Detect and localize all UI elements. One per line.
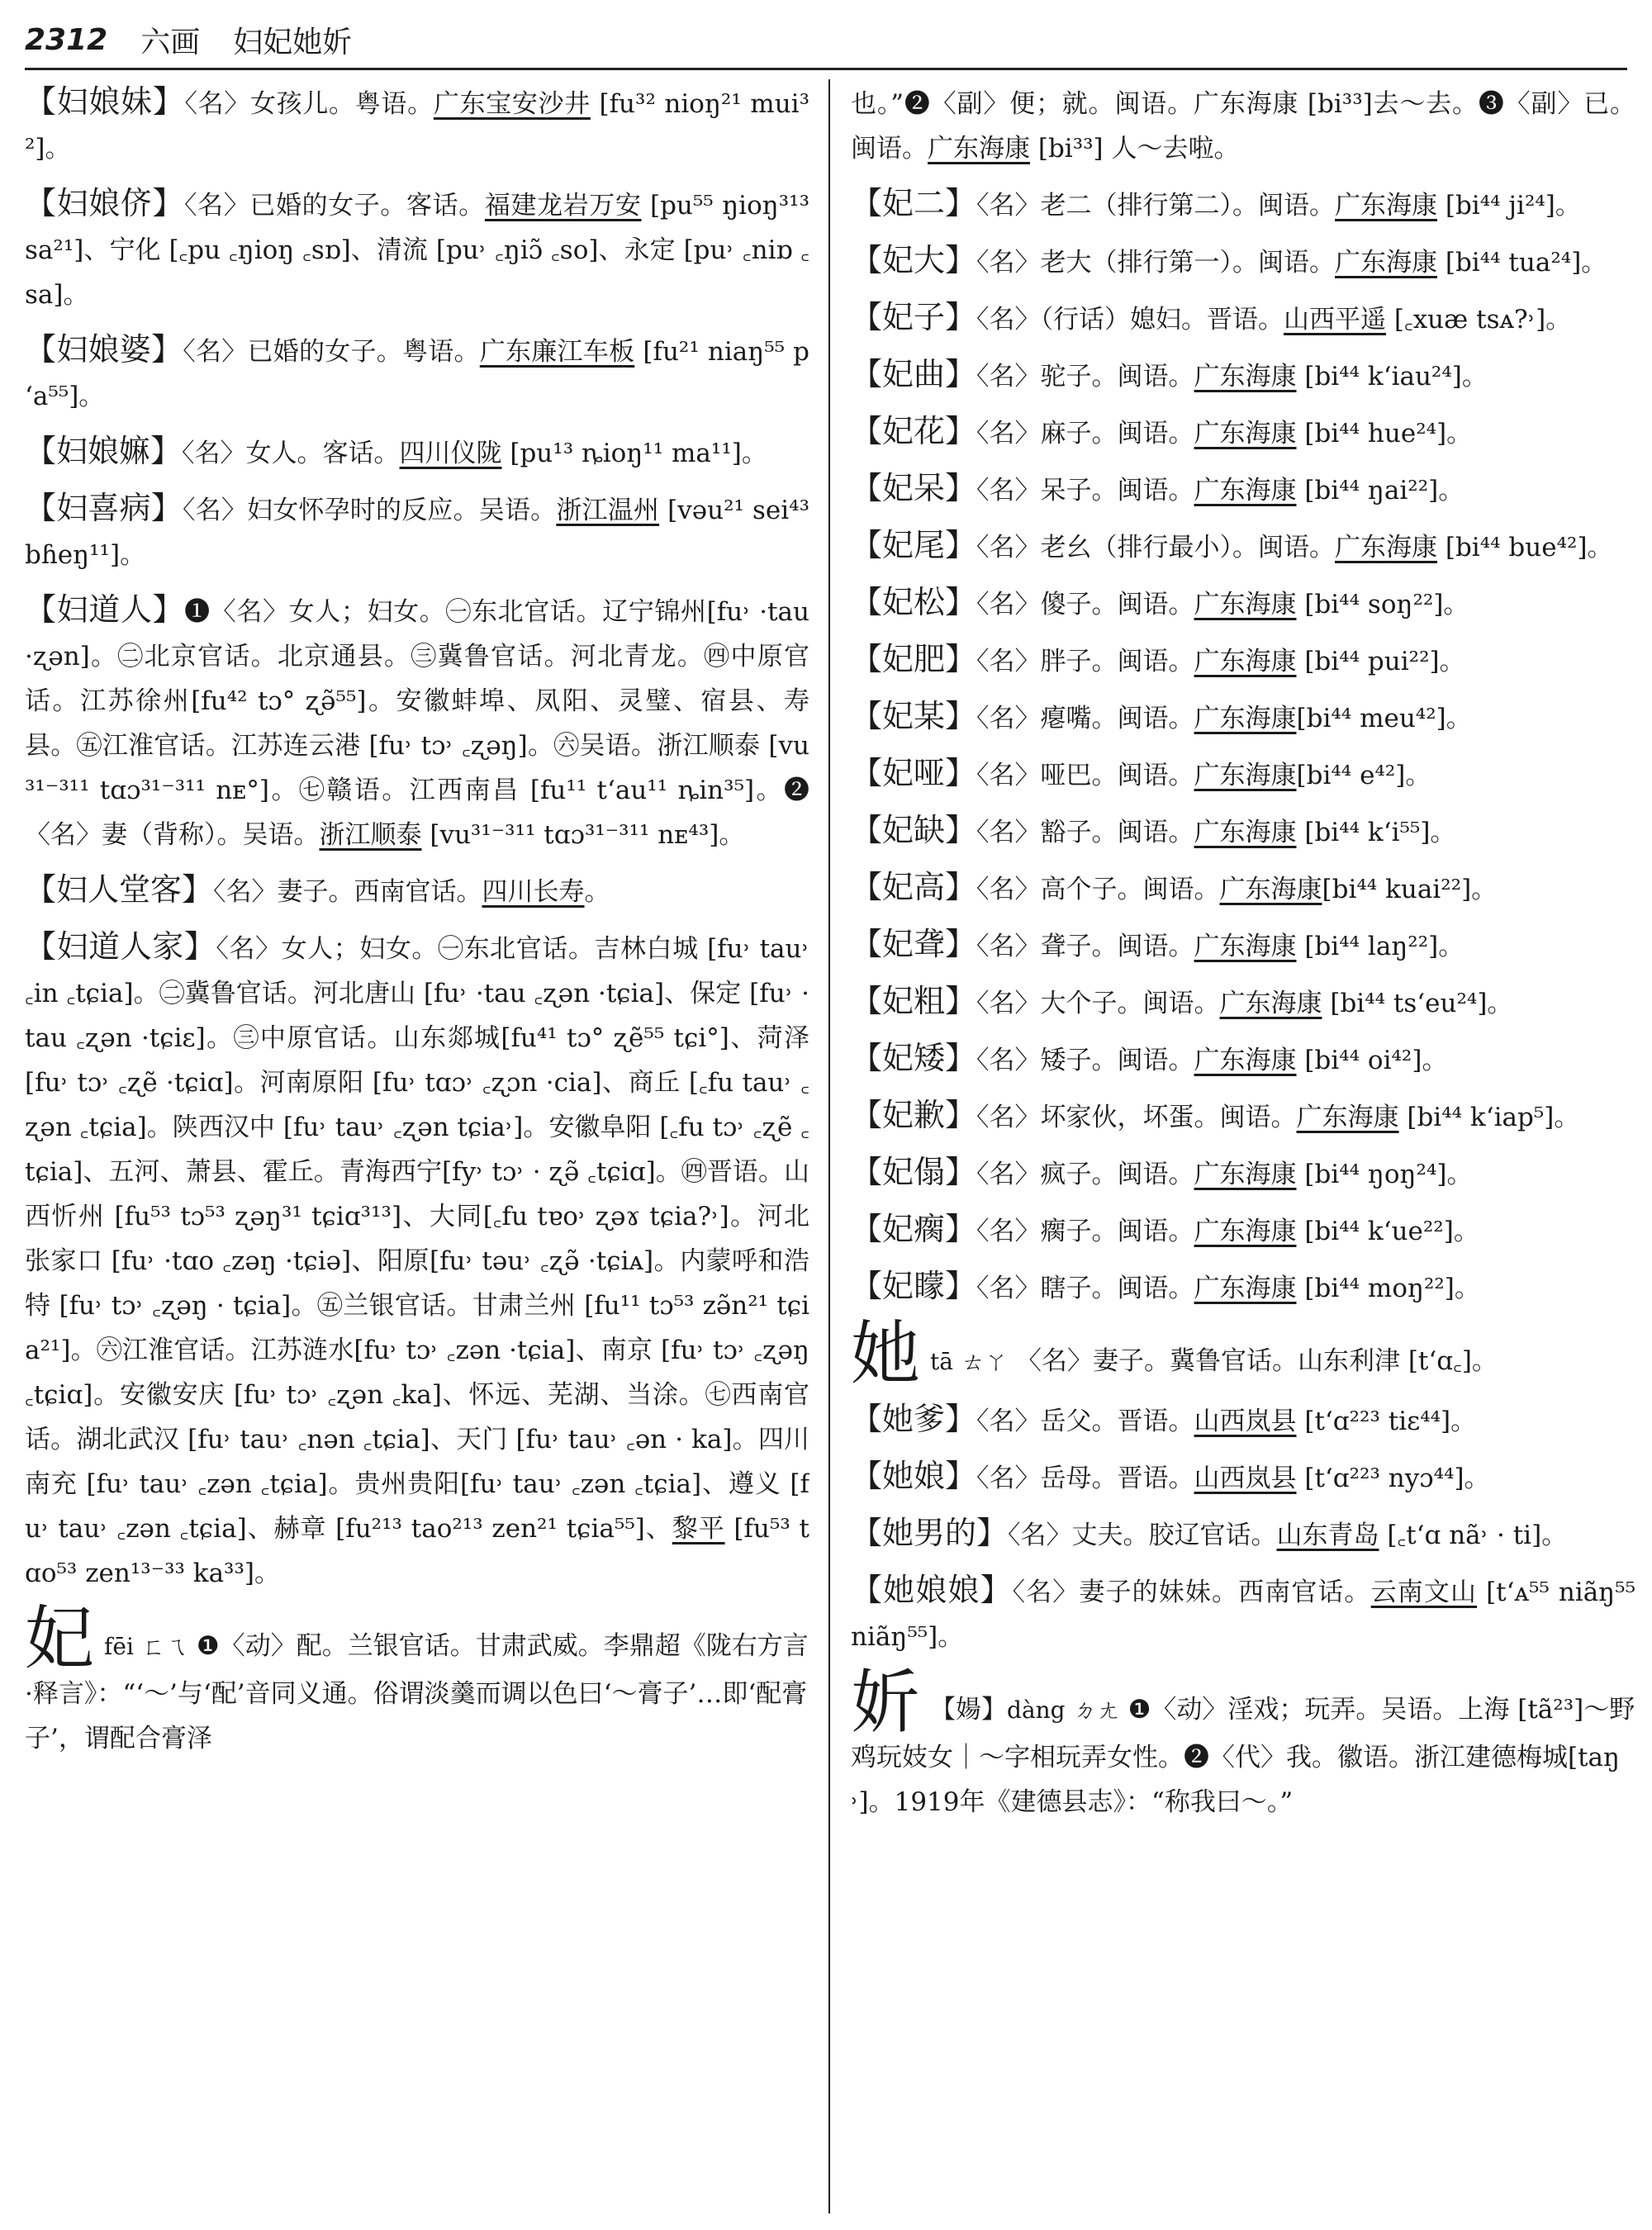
pronunciation: [bi⁴⁴ oi⁴²]。 xyxy=(1296,1046,1448,1075)
pinyin: tā xyxy=(930,1348,953,1375)
dictionary-entry xyxy=(851,1568,1635,1659)
place-name: 广东海康 xyxy=(1194,1160,1297,1189)
dictionary-entry xyxy=(851,1397,1635,1444)
head-character: 妃 xyxy=(25,1598,95,1679)
headword: 【妃缺】 xyxy=(851,812,977,848)
headword: 【她爹】 xyxy=(851,1401,977,1437)
dictionary-entry xyxy=(851,1511,1635,1558)
dictionary-entry xyxy=(851,1207,1635,1254)
definition: 〈名〉岳母。晋语。 xyxy=(976,1464,1194,1493)
definition: 〈名〉妇女怀孕时的反应。吴语。 xyxy=(182,496,557,525)
zhuyin: ㄈㄟ xyxy=(141,1633,188,1660)
place-name: 山东利津 xyxy=(1297,1346,1400,1376)
place-name: 广东海康 xyxy=(1194,590,1297,619)
dictionary-entry xyxy=(851,466,1635,513)
pronunciation: 。 xyxy=(584,877,610,907)
head-character: 妡 xyxy=(851,1662,921,1743)
definition: 〈名〉已婚的女子。粤语。 xyxy=(183,337,480,367)
headword: 【妇道人】 xyxy=(25,591,185,628)
dictionary-entry xyxy=(25,924,809,1596)
pronunciation: [pu⁵⁵ ŋioŋ³¹³ sa²¹]、宁化 [꜀pu ꜀ŋioŋ ꜀sɒ]、清流 [pu˒ ꜀ŋiɔ̃ ꜀so]、永定 [pu˒ ꜀niɒ ꜀sa]。 xyxy=(25,191,809,310)
definition: 〈名〉疯子。闽语。 xyxy=(976,1160,1194,1189)
headword: 【妃松】 xyxy=(851,584,977,620)
definition: ❶〈动〉配。兰银官话。甘肃武威。李鼎超《陇右方言·释言》：“‘～’与‘配’音同义通。俗谓淡羹而调以色曰‘～膏子’…即‘配膏子’，谓配合膏泽 xyxy=(25,1631,809,1753)
place-name: 山东青岛 xyxy=(1276,1521,1379,1550)
place-name: 浙江顺泰 xyxy=(319,820,422,850)
dictionary-entry xyxy=(25,429,809,476)
definition: 〈名〉妻子的妹妹。西南官话。 xyxy=(1012,1578,1371,1607)
page-characters: 妇妃她妡 xyxy=(233,25,353,59)
definition: 〈名〉丈夫。胶辽官话。 xyxy=(1008,1521,1277,1550)
place-name: 广东海康 xyxy=(1194,362,1297,391)
headword: 【妃肥】 xyxy=(851,641,977,677)
character-entry-dang xyxy=(851,1662,1635,1824)
headword: 【妃子】 xyxy=(851,299,977,335)
definition: 〈名〉麻子。闽语。 xyxy=(976,419,1194,448)
definition: 〈名〉驼子。闽语。 xyxy=(976,362,1194,391)
headword: 【妃曲】 xyxy=(851,356,977,392)
place-name: 广东海康 xyxy=(1194,761,1297,790)
character-entry-ta xyxy=(851,1313,1635,1394)
definition: 〈名〉胖子。闽语。 xyxy=(976,647,1194,676)
definition: 〈名〉已婚的女子。客话。 xyxy=(184,191,485,221)
definition: 〈名〉岳父。晋语。 xyxy=(976,1407,1194,1436)
place-name: 广东海康 xyxy=(1335,248,1438,278)
pronunciation: [pu¹³ ȵioŋ¹¹ ma¹¹]。 xyxy=(501,439,767,468)
headword: 【妃聋】 xyxy=(851,926,977,962)
definition: 〈名〉瞎子。闽语。 xyxy=(976,1274,1194,1303)
pronunciation: [bi⁴⁴ bue⁴²]。 xyxy=(1437,533,1613,562)
place-name: 浙江建德梅城 xyxy=(1414,1743,1568,1772)
headword: 【妃歉】 xyxy=(851,1097,977,1133)
headword: 【妃花】 xyxy=(851,413,977,449)
headword: 【妇娘嫲】 xyxy=(25,433,183,469)
headword: 【妃瘸】 xyxy=(851,1211,977,1247)
alt-character: 【婸】 xyxy=(930,1695,1008,1725)
headword: 【妃矮】 xyxy=(851,1040,977,1076)
zhuyin: ㄉㄤ xyxy=(1073,1696,1120,1724)
place-name: 广东海康 xyxy=(1194,419,1297,448)
pronunciation: [bi⁴⁴ kʻi⁵⁵]。 xyxy=(1296,818,1456,847)
place-name: 浙江温州 xyxy=(556,496,660,525)
headword: 【妇娘侪】 xyxy=(25,185,185,221)
headword: 【妃二】 xyxy=(851,185,977,221)
dictionary-entry xyxy=(851,694,1635,741)
dictionary-entry xyxy=(25,327,809,419)
pronunciation: [bi⁴⁴ tsʻeu²⁴]。 xyxy=(1322,989,1513,1018)
pronunciation: [꜀tʻɑ nã˒ · ti]。 xyxy=(1379,1521,1568,1550)
dictionary-entry xyxy=(851,808,1635,855)
pronunciation: [bi⁴⁴ kʻiap⁵]。 xyxy=(1398,1103,1580,1132)
pronunciation: [fu³² nioŋ²¹ mui³²]。 xyxy=(25,89,809,164)
dictionary-entry xyxy=(851,295,1635,342)
place-name: 福建龙岩万安 xyxy=(484,191,642,221)
definition: 〈名〉高个子。闽语。 xyxy=(976,875,1220,904)
pronunciation: [vu³¹⁻³¹¹ tɑɔ³¹⁻³¹¹ nᴇ⁴³]。 xyxy=(421,820,745,850)
definition: 〈名〉妻子。西南官话。 xyxy=(213,877,482,907)
pronunciation: [fu²¹ niaŋ⁵⁵ pʻa⁵⁵]。 xyxy=(25,337,809,411)
headword: 【妇喜病】 xyxy=(25,490,183,526)
place-name: 广东海康 xyxy=(928,134,1030,164)
pronunciation: [tʻɑ²²³ tiɛ⁴⁴]。 xyxy=(1296,1407,1477,1436)
character-entry-fei xyxy=(25,1598,809,1761)
dictionary-entry xyxy=(851,523,1635,570)
pronunciation: [fu⁵³ tɑo⁵³ zen¹³⁻³³ ka³³]。 xyxy=(25,1514,809,1588)
definition: 〈名〉（行话）媳妇。晋语。 xyxy=(976,305,1284,334)
pronunciation: [bi⁴⁴ ŋoŋ²⁴]。 xyxy=(1296,1160,1473,1189)
definition: 〈名〉女人。客话。 xyxy=(182,439,400,468)
place-name: 广东海康 xyxy=(1296,1103,1399,1132)
definition: 〈名〉大个子。闽语。 xyxy=(976,989,1220,1018)
page-header xyxy=(25,15,352,64)
place-name: 山西平遥 xyxy=(1284,305,1387,334)
zhuyin: ㄊㄚ xyxy=(961,1348,1008,1375)
pronunciation: [taŋ˒]。1919年《建德县志》：“称我曰～。” xyxy=(851,1743,1620,1817)
page-section: 六画 xyxy=(140,25,201,59)
pronunciation: [bi⁴⁴ moŋ²²]。 xyxy=(1296,1274,1480,1303)
headword: 【妇道人家】 xyxy=(25,928,216,965)
place-name: 广东海康 xyxy=(1194,1274,1297,1303)
definition: 〈名〉聋子。闽语。 xyxy=(976,932,1194,961)
place-name: 黎平 xyxy=(672,1514,725,1544)
headword: 【她男的】 xyxy=(851,1515,1009,1551)
pinyin: dàng xyxy=(1007,1696,1066,1724)
head-character: 她 xyxy=(851,1313,921,1394)
dictionary-entry xyxy=(851,1036,1635,1083)
definition: 〈名〉傻子。闽语。 xyxy=(976,590,1194,619)
pronunciation: [vəu²¹ sei⁴³ bɦeŋ¹¹]。 xyxy=(25,496,809,570)
definition: 〈名〉呆子。闽语。 xyxy=(976,476,1194,505)
headword: 【妃呆】 xyxy=(851,470,977,506)
definition: 〈名〉瘸子。闽语。 xyxy=(976,1217,1194,1246)
pronunciation: [bi⁴⁴ kʻiau²⁴]。 xyxy=(1296,362,1488,391)
definition: 〈名〉妻子。冀鲁官话。 xyxy=(1015,1346,1298,1376)
headword: 【妇人堂客】 xyxy=(25,871,214,908)
place-name: 广东海康 xyxy=(1194,1046,1297,1075)
definition: 〈名〉女孩儿。粤语。 xyxy=(184,89,434,119)
place-name: 广东海康 xyxy=(1194,1217,1297,1246)
pronunciation: [bi⁴⁴ laŋ²²]。 xyxy=(1296,932,1464,961)
headword: 【妃大】 xyxy=(851,242,977,278)
pronunciation: [bi⁴⁴ ji²⁴]。 xyxy=(1437,191,1581,221)
dictionary-entry xyxy=(25,486,809,577)
pronunciation: [bi⁴⁴ soŋ²²]。 xyxy=(1296,590,1469,619)
pronunciation: [bi³³] 人～去啦。 xyxy=(1030,134,1240,164)
pronunciation: [tʻɑ²²³ nyɔ⁴⁴]。 xyxy=(1296,1464,1490,1493)
definition: 〈名〉老大（排行第一）。闽语。 xyxy=(976,248,1336,278)
left-column xyxy=(25,79,809,2213)
place-name: 广东海康 xyxy=(1194,704,1297,733)
page-number: 2312 xyxy=(25,22,108,57)
dictionary-entry xyxy=(851,181,1635,228)
definition: 〈名〉瘪嘴。闽语。 xyxy=(976,704,1194,733)
place-name: 广东海康 xyxy=(1335,191,1438,221)
dictionary-entry xyxy=(851,580,1635,627)
pronunciation: [bi⁴⁴ hue²⁴]。 xyxy=(1296,419,1473,448)
dictionary-entry xyxy=(25,79,809,171)
place-name: 广东海康 xyxy=(1219,989,1322,1018)
headword: 【妃哑】 xyxy=(851,755,977,791)
definition: 〈名〉老二（排行第二）。闽语。 xyxy=(976,191,1336,221)
headword: 【她娘】 xyxy=(851,1458,977,1494)
place-name: 山西岚县 xyxy=(1194,1407,1297,1436)
right-column xyxy=(851,79,1635,2213)
definition: 〈名〉女人；妇女。㊀东北官话。吉林白城 [fu˒ tau˒ ꜀in ꜀tɕia]。㊁冀鲁官话。河北唐山 [fu˒ ·tau ꜀ʐən ·tɕia]、保定 [fu˒ ·tau ꜀ʐən ·tɕiɛ]。㊂中原官话。山东郯城[fu⁴¹ tɔ° ʐẽ⁵⁵ tɕi°]、菏泽 [fu˒ tɔ˒ ꜀ʐẽ ·tɕiɑ]。河南原阳 [fu˒ tɑɔ˒ ꜀ʐɔn ·cia]、商丘 [꜀fu tau˒ ꜀ʐən ꜀tɕia]。陕西汉中 [fu˒ tau˒ ꜀ʐən tɕia˒]。安徽阜阳 [꜀fu tɔ˒ ꜀ʐẽ ꜀tɕia]、五河、萧县、霍丘。青海西宁[fy˒ tɔ˒ · ʐə̃ ꜀tɕiɑ]。㊃晋语。山西忻州 [fu⁵³ tɔ⁵³ ʐəŋ³¹ tɕiɑ³¹³]、大同[꜀fu tɐo˒ ʐəɤ tɕia?˒]。河北张家口 [fu˒ ·tɑo ꜀zəŋ ·tɕiə]、阳原[fu˒ təu˒ ꜀ʐə̃ ·tɕiᴀ]。内蒙呼和浩特 [fu˒ tɔ˒ ꜀ʐəŋ · tɕia]。㊄兰银官话。甘肃兰州 [fu¹¹ tɔ⁵³ zə̃n²¹ tɕia²¹]。㊅江淮官话。江苏涟水[fu˒ tɔ˒ ꜀zən ·tɕia]、南京 [fu˒ tɔ˒ ꜀ʐəŋ ꜀tɕiɑ]。安徽安庆 [fu˒ tɔ˒ ꜀ʐən ꜀ka]、怀远、芜湖、当涂。㊆西南官话。湖北武汉 [fu˒ tau˒ ꜀nən ꜀tɕia]、天门 [fu˒ tau˒ ꜀ən · ka]。四川南充 [fu˒ tau˒ ꜀zən ꜀tɕia]。贵州贵阳[fu˒ tau˒ ꜀zən ꜀tɕia]、遵义 [fu˒ tau˒ ꜀zən ꜀tɕia]、赫章 [fu²¹³ tao²¹³ zen²¹ tɕia⁵⁵]、 xyxy=(25,934,809,1544)
pronunciation: [bi⁴⁴ kuai²²]。 xyxy=(1322,875,1498,904)
dictionary-entry xyxy=(851,922,1635,969)
pinyin: fēi xyxy=(104,1633,134,1660)
headword: 【妃高】 xyxy=(851,869,977,905)
definition: 也。”❷〈副〉便；就。闽语。广东海康 [bi³³]去～去。❸〈副〉已。闽语。 xyxy=(851,89,1635,164)
pronunciation: [tʻɑ꜀]。 xyxy=(1399,1346,1498,1376)
headword: 【妇娘妹】 xyxy=(25,83,185,120)
definition: ❶〈名〉女人；妇女。㊀东北官话。辽宁锦州[fu˒ ·tau ·ʐən]。㊁北京官话。北京通县。㊂冀鲁官话。河北青龙。㊃中原官话。江苏徐州[fu⁴² tɔ° ʐə̃⁵⁵]。安徽蚌埠、凤阳、灵璧、宿县、寿县。㊄江淮官话。江苏连云港 [fu˒ tɔ˒ ꜀ʐəŋ]。㊅吴语。浙江顺泰 [vu³¹⁻³¹¹ tɑɔ³¹⁻³¹¹ nᴇ°]。㊆赣语。江西南昌 [fu¹¹ tʻau¹¹ ȵin³⁵]。❷〈名〉妻（背称）。吴语。 xyxy=(25,597,809,850)
place-name: 云南文山 xyxy=(1370,1578,1478,1607)
definition: 〈名〉豁子。闽语。 xyxy=(976,818,1194,847)
place-name: 广东海康 xyxy=(1194,932,1297,961)
dictionary-entry xyxy=(851,409,1635,456)
place-name: 广东海康 xyxy=(1194,818,1297,847)
dictionary-entry xyxy=(851,751,1635,798)
dictionary-entry xyxy=(851,352,1635,399)
definition: 〈名〉坏家伙，坏蛋。闽语。 xyxy=(976,1103,1297,1132)
definition: 〈名〉老幺（排行最小）。闽语。 xyxy=(976,533,1336,562)
dictionary-entry xyxy=(25,587,809,857)
headword: 【妃傝】 xyxy=(851,1154,977,1190)
pronunciation: [꜀xuæ tsᴀ?˒]。 xyxy=(1386,305,1572,334)
place-name: 广东海康 xyxy=(1194,647,1297,676)
headword: 【妃尾】 xyxy=(851,527,977,563)
dictionary-entry xyxy=(851,1093,1635,1140)
dictionary-entry xyxy=(25,181,809,317)
headword: 【妃某】 xyxy=(851,698,977,734)
header-rule xyxy=(25,68,1627,70)
definition: 〈名〉矮子。闽语。 xyxy=(976,1046,1194,1075)
pronunciation: [bi⁴⁴ tua²⁴]。 xyxy=(1437,248,1607,278)
pronunciation: [bi⁴⁴ e⁴²]。 xyxy=(1296,761,1431,790)
place-name: 山西岚县 xyxy=(1194,1464,1297,1493)
definition: ❶〈动〉淫戏；玩弄。吴语。上海 [tã²³]～野鸡玩妓女｜～字相玩弄女性。❷〈代〉我。徽语。 xyxy=(851,1695,1635,1772)
column-divider xyxy=(828,79,830,2213)
dictionary-entry xyxy=(851,979,1635,1026)
dictionary-entry xyxy=(851,79,1635,171)
pronunciation: [bi⁴⁴ meu⁴²]。 xyxy=(1296,704,1472,733)
place-name: 四川仪陇 xyxy=(399,439,502,468)
dictionary-entry xyxy=(851,238,1635,285)
dictionary-entry xyxy=(851,1454,1635,1501)
headword: 【她娘娘】 xyxy=(851,1572,1013,1608)
headword: 【妃粗】 xyxy=(851,983,977,1019)
headword: 【妃矇】 xyxy=(851,1268,977,1304)
place-name: 广东海康 xyxy=(1335,533,1438,562)
pronunciation: [bi⁴⁴ kʻue²²]。 xyxy=(1296,1217,1479,1246)
pronunciation: [tʻᴀ⁵⁵ niãŋ⁵⁵ niãŋ⁵⁵]。 xyxy=(851,1578,1635,1652)
place-name: 广东海康 xyxy=(1219,875,1322,904)
place-name: 广东海康 xyxy=(1194,476,1297,505)
definition: 〈名〉哑巴。闽语。 xyxy=(976,761,1194,790)
dictionary-entry xyxy=(851,1264,1635,1311)
dictionary-entry xyxy=(851,1150,1635,1197)
dictionary-entry xyxy=(25,867,809,914)
pronunciation: [bi⁴⁴ pui²²]。 xyxy=(1296,647,1465,676)
place-name: 广东廉江车板 xyxy=(479,337,635,367)
place-name: 四川长寿 xyxy=(482,877,585,907)
dictionary-entry xyxy=(851,637,1635,684)
dictionary-entry xyxy=(851,865,1635,912)
pronunciation: [bi⁴⁴ ŋai²²]。 xyxy=(1296,476,1464,505)
place-name: 广东宝安沙井 xyxy=(433,89,591,119)
headword: 【妇娘婆】 xyxy=(25,331,183,368)
